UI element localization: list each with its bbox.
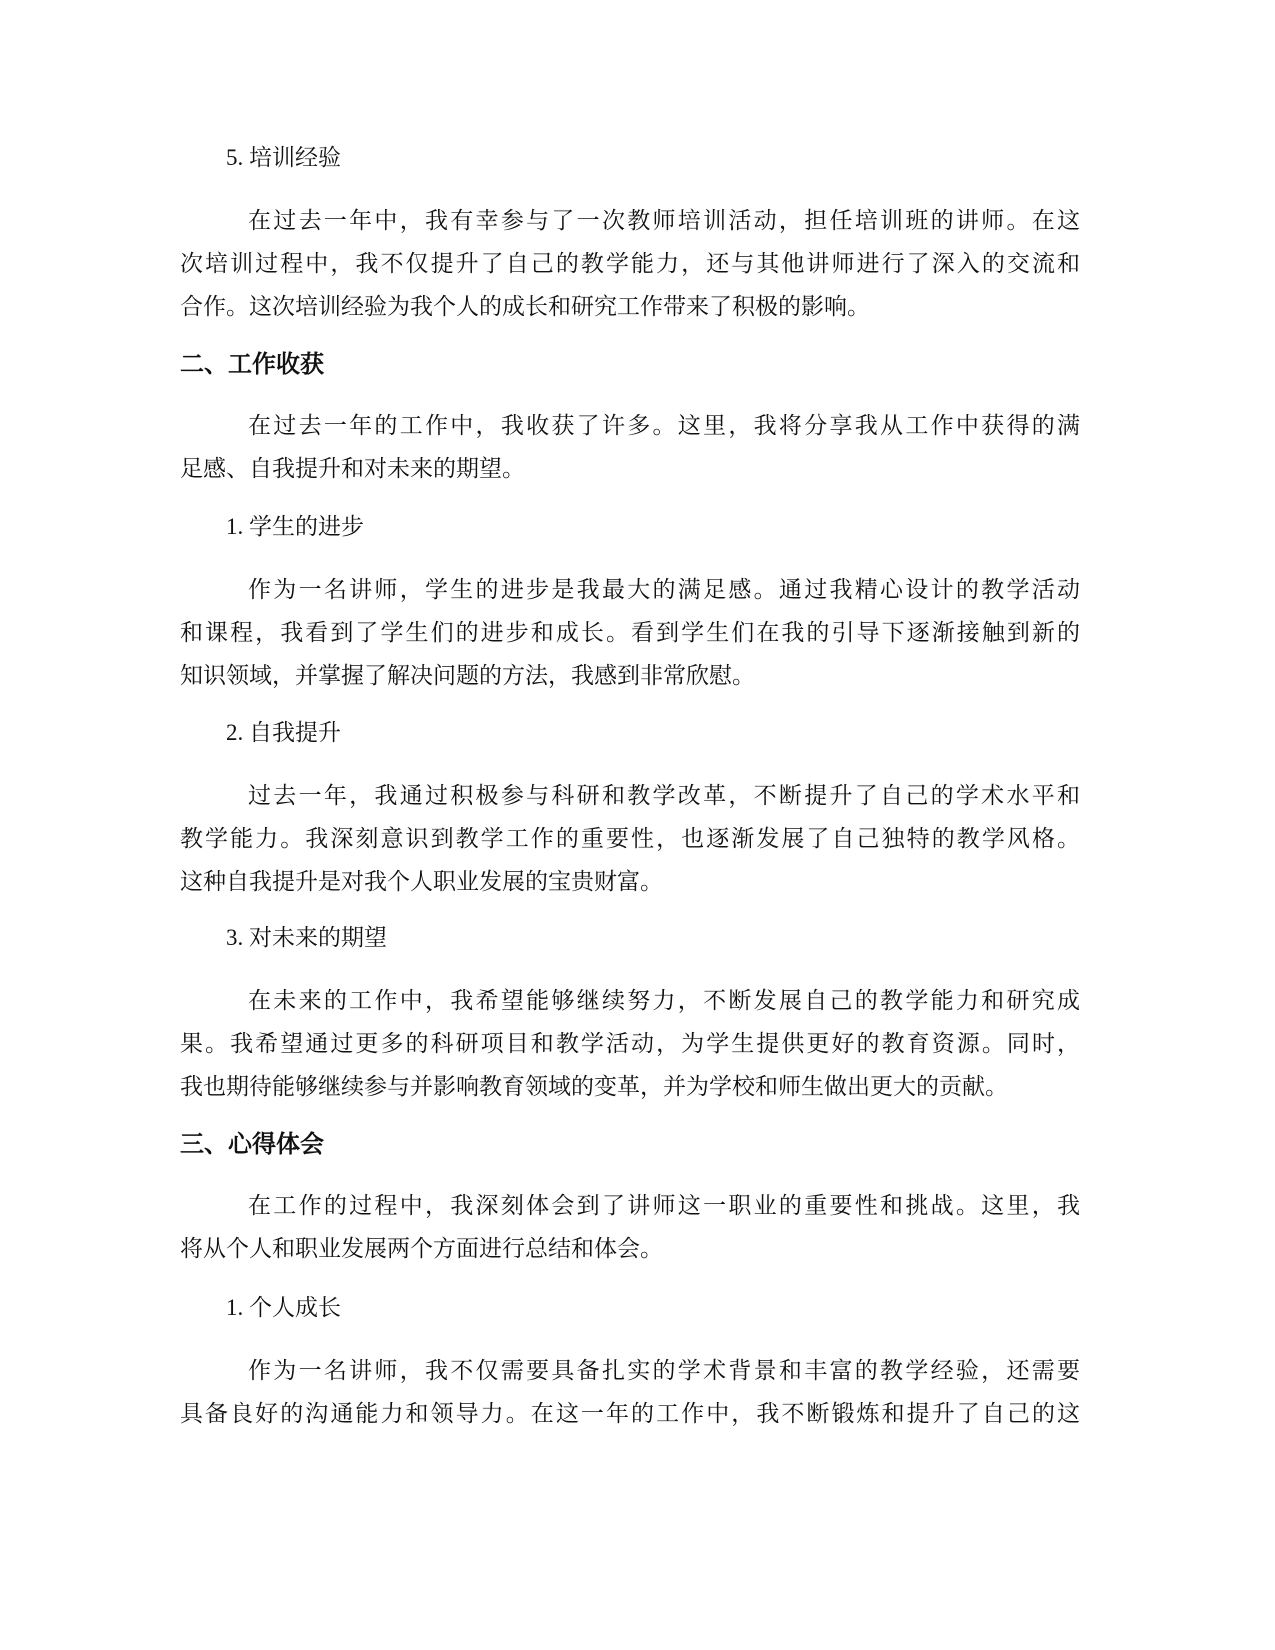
section-heading: 二、工作收获 — [180, 350, 324, 378]
paragraph — [180, 1184, 1080, 1270]
paragraph — [180, 199, 1080, 328]
paragraph-line: 知识领域，并掌握了解决问题的方法，我感到非常欣慰。 — [180, 663, 755, 688]
paragraph-line: 在过去一年的工作中，我收获了许多。这里，我将分享我从工作中获得的满 — [248, 413, 1080, 438]
list-item-label — [180, 1291, 1126, 1325]
list-item-label — [180, 510, 1126, 544]
paragraph-line: 过去一年，我通过积极参与科研和教学改革，不断提升了自己的学术水平和 — [248, 783, 1080, 808]
paragraph — [180, 979, 1080, 1108]
list-item-label — [180, 921, 1126, 955]
paragraph-line: 合作。这次培训经验为我个人的成长和研究工作带来了积极的影响。 — [180, 294, 870, 319]
paragraph-line: 我也期待能够继续参与并影响教育领域的变革，并为学校和师生做出更大的贡献。 — [180, 1074, 1008, 1099]
paragraph-line: 足感、自我提升和对未来的期望。 — [180, 456, 525, 481]
item-3-label: 3. 对未来的期望 — [226, 925, 387, 950]
paragraph-line: 和课程，我看到了学生们的进步和成长。看到学生们在我的引导下逐渐接触到新的 — [180, 620, 1080, 645]
list-item-label — [180, 716, 1126, 750]
section-heading: 三、心得体会 — [180, 1130, 324, 1158]
paragraph-line: 将从个人和职业发展两个方面进行总结和体会。 — [180, 1236, 663, 1261]
paragraph-line: 在未来的工作中，我希望能够继续努力，不断发展自己的教学能力和研究成 — [248, 988, 1080, 1013]
item-2-label: 2. 自我提升 — [226, 720, 341, 745]
paragraph — [180, 1349, 1080, 1435]
paragraph-line: 在过去一年中，我有幸参与了一次教师培训活动，担任培训班的讲师。在这 — [248, 208, 1080, 233]
paragraph-line: 次培训过程中，我不仅提升了自己的教学能力，还与其他讲师进行了深入的交流和 — [180, 251, 1080, 276]
item-1-label: 1. 学生的进步 — [226, 514, 364, 539]
paragraph-line: 作为一名讲师，学生的进步是我最大的满足感。通过我精心设计的教学活动 — [248, 577, 1080, 602]
paragraph-line: 作为一名讲师，我不仅需要具备扎实的学术背景和丰富的教学经验，还需要 — [248, 1358, 1080, 1383]
paragraph — [180, 774, 1080, 903]
paragraph-line: 在工作的过程中，我深刻体会到了讲师这一职业的重要性和挑战。这里，我 — [248, 1193, 1080, 1218]
paragraph-line: 这种自我提升是对我个人职业发展的宝贵财富。 — [180, 869, 663, 894]
item-5-label: 5. 培训经验 — [226, 145, 341, 170]
paragraph — [180, 568, 1080, 697]
paragraph-line: 具备良好的沟通能力和领导力。在这一年的工作中，我不断锻炼和提升了自己的这 — [180, 1401, 1080, 1426]
paragraph-line: 教学能力。我深刻意识到教学工作的重要性，也逐渐发展了自己独特的教学风格。 — [180, 826, 1080, 851]
item-1-label: 1. 个人成长 — [226, 1295, 341, 1320]
paragraph-line: 果。我希望通过更多的科研项目和教学活动，为学生提供更好的教育资源。同时， — [180, 1031, 1080, 1056]
list-item-label — [180, 141, 1126, 175]
paragraph — [180, 404, 1080, 490]
